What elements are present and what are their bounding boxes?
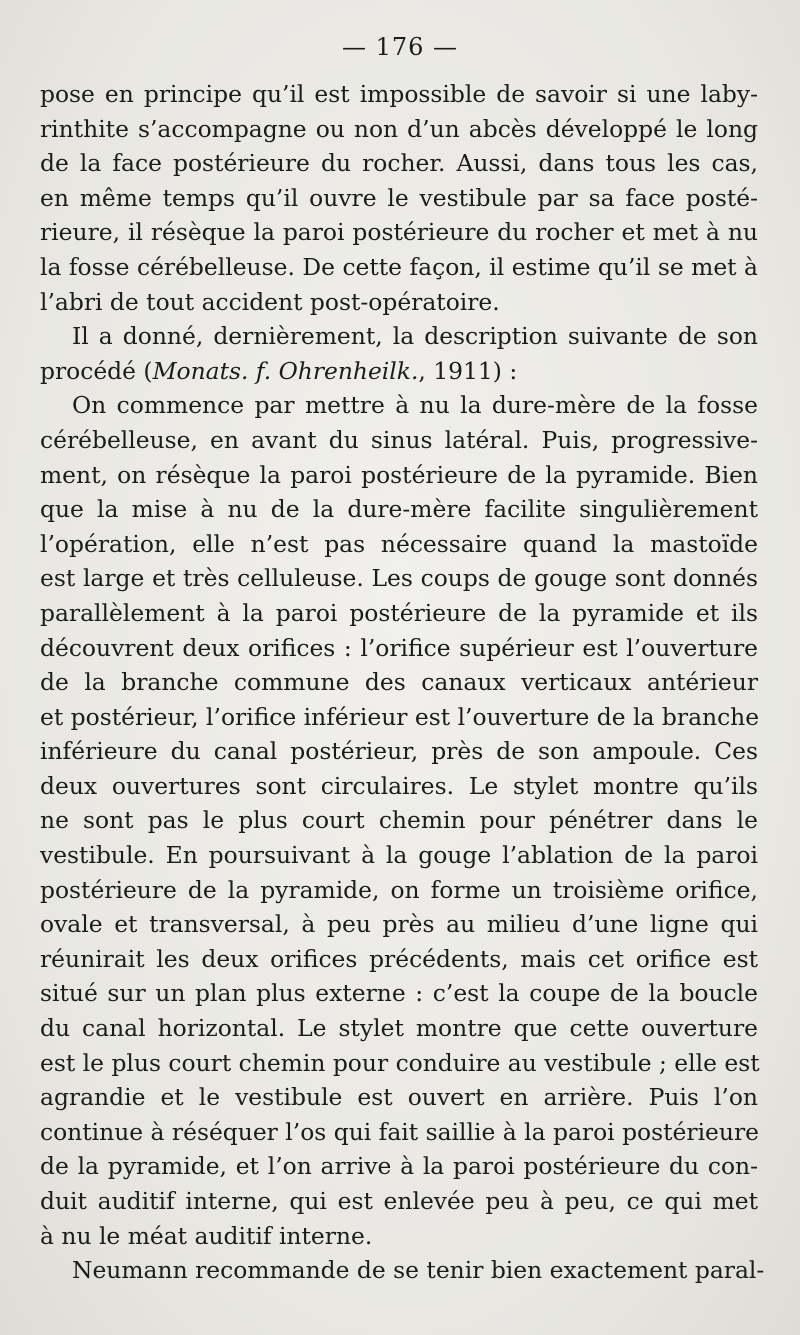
text-line: est large et très celluleuse. Les coups de gouge sont donnés — [40, 564, 758, 593]
text-line: de la pyramide, et l’on arrive à la paroi postérieure du con- — [40, 1152, 758, 1181]
text-line: vestibule. En poursuivant à la gouge l’ablation de la paroi — [40, 841, 758, 870]
text-line: est le plus court chemin pour conduire au vestibule ; elle est — [40, 1048, 760, 1077]
text-line: que la mise à nu de la dure-mère facilite singulièrement — [40, 495, 758, 524]
text-line: Neumann recommande de se tenir bien exactement paral- — [72, 1256, 765, 1285]
text-line: inférieure du canal postérieur, près de son ampoule. Ces — [40, 737, 758, 766]
text-line: l’abri de tout accident post-opératoire. — [40, 287, 500, 316]
text-line: en même temps qu’il ouvre le vestibule par sa face posté- — [40, 183, 758, 212]
text-line: ovale et transversal, à peu près au milieu d’une ligne qui — [40, 910, 758, 939]
text-line: de la branche commune des canaux verticaux antérieur — [40, 668, 758, 697]
text-line: Il a donné, dernièrement, la description suivante de son — [72, 322, 758, 351]
text-line: parallèlement à la paroi postérieure de la pyramide et ils — [40, 598, 758, 627]
text-line: ne sont pas le plus court chemin pour pénétrer dans le — [40, 806, 758, 835]
page-number: — 176 — — [341, 33, 459, 61]
text-line: à nu le méat auditif interne. — [40, 1221, 373, 1250]
text-line: pose en principe qu’il est impossible de savoir si une laby- — [40, 80, 758, 108]
text-line: et postérieur, l’orifice inférieur est l’ouverture de la branche — [40, 702, 760, 731]
text-line: cérébelleuse, en avant du sinus latéral. Puis, progressive- — [40, 425, 758, 454]
text-line: rieure, il résèque la paroi postérieure du rocher et met à nu — [40, 218, 758, 247]
text-line: situé sur un plan plus externe : c’est la coupe de la boucle — [40, 979, 758, 1008]
journal-citation: Monats. f. Ohrenheilk. — [152, 356, 419, 385]
text-line: ment, on résèque la paroi postérieure de la pyramide. Bien — [40, 460, 758, 489]
text-line: découvrent deux orifices : l’orifice supérieur est l’ouverture — [40, 633, 758, 662]
text-line: de la face postérieure du rocher. Aussi, dans tous les cas, — [40, 149, 758, 178]
text-line: deux ouvertures sont circulaires. Le stylet montre qu’ils — [40, 771, 758, 800]
text-line: postérieure de la pyramide, on forme un troisième orifice, — [40, 875, 758, 904]
text-segment: procédé ( — [40, 356, 153, 385]
text-line: continue à réséquer l’os qui fait saillie à la paroi postérieure — [40, 1117, 759, 1146]
body-text — [40, 77, 765, 1288]
text-line: l’opération, elle n’est pas nécessaire quand la mastoïde — [40, 529, 758, 558]
text-segment: , 1911) : — [418, 356, 518, 385]
text-line — [40, 354, 758, 389]
text-line: On commence par mettre à nu la dure-mère de la fosse — [72, 391, 758, 420]
text-line: du canal horizontal. Le stylet montre que cette ouverture — [40, 1014, 758, 1043]
text-line: duit auditif interne, qui est enlevée peu à peu, ce qui met — [40, 1187, 758, 1215]
text-line: la fosse cérébelleuse. De cette façon, il estime qu’il se met à — [40, 252, 758, 281]
text-line: agrandie et le vestibule est ouvert en arrière. Puis l’on — [40, 1083, 758, 1112]
text-line: réunirait les deux orifices précédents, mais cet orifice est — [40, 944, 758, 973]
text-line: rinthite s’accompagne ou non d’un abcès développé le long — [40, 114, 758, 143]
